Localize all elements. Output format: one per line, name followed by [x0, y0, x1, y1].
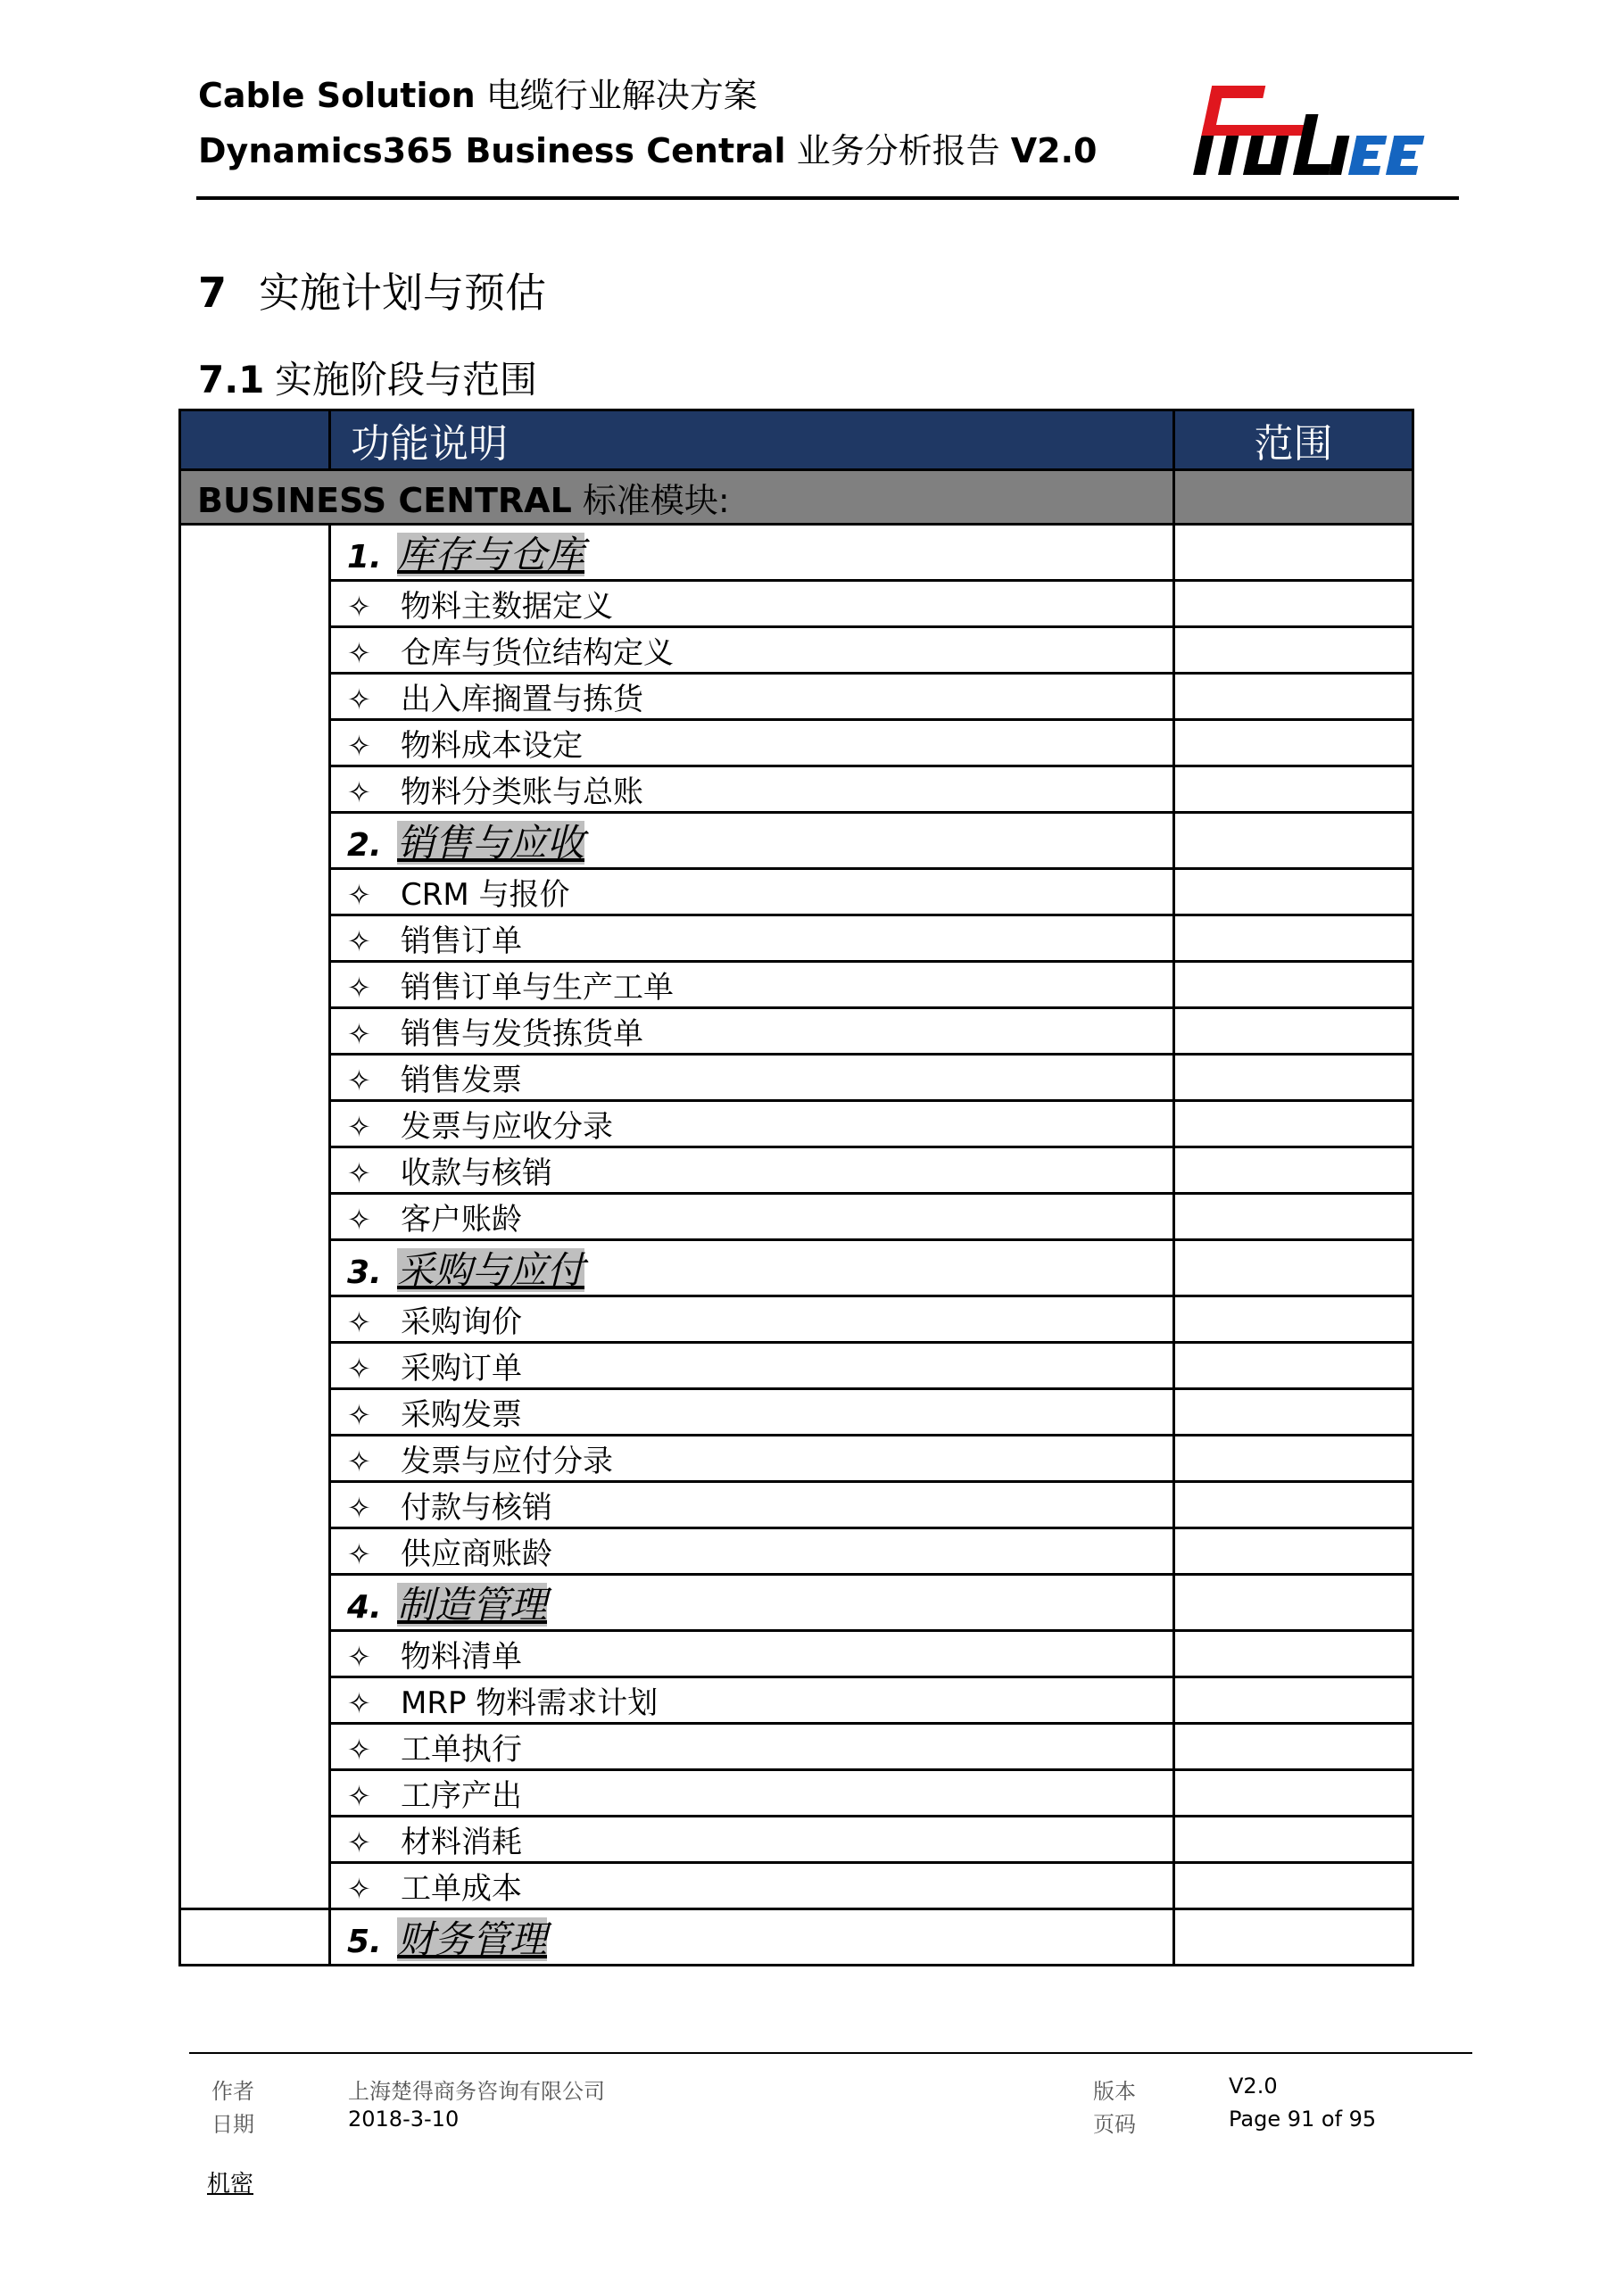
indent-cell: [180, 1863, 330, 1909]
item-cell: [330, 1677, 1174, 1724]
scope-cell: [1174, 1724, 1413, 1770]
indent-cell: [180, 581, 330, 627]
item-cell: [330, 869, 1174, 915]
module-row: [180, 470, 1413, 525]
item-label: 工单执行: [401, 1732, 522, 1768]
footer-author-value: 上海楚得商务咨询有限公司: [348, 2079, 605, 2104]
table-header-function: 功能说明: [330, 410, 1174, 470]
header-subtitle-en: Dynamics365 Business Central: [198, 131, 786, 170]
scope-cell: [1174, 1575, 1413, 1631]
scope-cell: [1174, 962, 1413, 1008]
item-label: 客户账龄: [401, 1202, 522, 1238]
indent-cell: [180, 1817, 330, 1863]
scope-cell: [1174, 1101, 1413, 1147]
section-title-cell: [330, 1909, 1174, 1966]
item-label: 采购订单: [401, 1351, 522, 1387]
footer-date-label: 日期: [211, 2112, 254, 2137]
item-cell: [330, 1770, 1174, 1817]
item-row: [180, 1101, 1413, 1147]
scope-cell: [1174, 674, 1413, 720]
four-point-star-bullet-icon: ✧: [347, 1398, 371, 1432]
item-cell: [330, 674, 1174, 720]
header-version: V2.0: [1010, 131, 1098, 170]
item-row: [180, 581, 1413, 627]
section-title: 财务管理: [397, 1917, 548, 1961]
item-cell: [330, 1194, 1174, 1240]
indent-cell: [180, 1147, 330, 1194]
four-point-star-bullet-icon: ✧: [347, 683, 371, 716]
section-title: 制造管理: [397, 1583, 548, 1627]
scope-cell: [1174, 1631, 1413, 1677]
indent-cell: [180, 1528, 330, 1575]
four-point-star-bullet-icon: ✧: [347, 1872, 371, 1906]
heading-1-title: 实施计划与预估: [259, 269, 546, 317]
four-point-star-bullet-icon: ✧: [347, 1640, 371, 1674]
four-point-star-bullet-icon: ✧: [347, 1305, 371, 1339]
header-title-line2: [198, 123, 1097, 172]
indent-cell: [180, 1296, 330, 1343]
scope-cell: [1174, 1482, 1413, 1528]
item-row: [180, 1008, 1413, 1055]
scope-cell: [1174, 720, 1413, 766]
section-title: 销售与应收: [397, 821, 585, 865]
four-point-star-bullet-icon: ✧: [347, 878, 371, 912]
footer-version-label: 版本: [1093, 2079, 1136, 2104]
scope-cell: [1174, 1436, 1413, 1482]
item-label: 付款与核销: [401, 1490, 552, 1526]
item-cell: [330, 581, 1174, 627]
scope-cell: [1174, 627, 1413, 674]
four-point-star-bullet-icon: ✧: [347, 1686, 371, 1720]
footer-page-value: Page 91 of 95: [1229, 2107, 1377, 2132]
item-cell: [330, 1296, 1174, 1343]
indent-cell: [180, 869, 330, 915]
scope-cell: [1174, 1909, 1413, 1966]
scope-cell: [1174, 1677, 1413, 1724]
heading-2: [198, 351, 537, 404]
header-rule: [196, 196, 1459, 200]
item-row: [180, 1631, 1413, 1677]
section-title-cell: [330, 1575, 1174, 1631]
item-label: 物料成本设定: [401, 728, 583, 764]
table-header-row: [180, 410, 1413, 470]
four-point-star-bullet-icon: ✧: [347, 1779, 371, 1813]
item-label: 物料分类账与总账: [401, 774, 643, 810]
four-point-star-bullet-icon: ✧: [347, 1491, 371, 1525]
header-title-line1: [198, 68, 758, 117]
item-cell: [330, 1055, 1174, 1101]
indent-cell: [180, 1343, 330, 1389]
section-number: 3.: [347, 1254, 382, 1291]
item-label: 发票与应收分录: [401, 1109, 613, 1145]
heading-2-title: 实施阶段与范围: [275, 358, 538, 402]
four-point-star-bullet-icon: ✧: [347, 1445, 371, 1478]
indent-cell: [180, 720, 330, 766]
section-number: 1.: [347, 539, 382, 575]
scope-cell: [1174, 1055, 1413, 1101]
heading-2-number: 7.1: [198, 358, 265, 402]
item-label: MRP 物料需求计划: [401, 1685, 659, 1721]
indent-cell: [180, 1008, 330, 1055]
item-row: [180, 1677, 1413, 1724]
scope-cell: [1174, 1147, 1413, 1194]
item-row: [180, 1482, 1413, 1528]
four-point-star-bullet-icon: ✧: [347, 775, 371, 809]
item-label: CRM 与报价: [401, 877, 570, 913]
item-label: 采购发票: [401, 1397, 522, 1433]
item-row: [180, 962, 1413, 1008]
indent-cell: [180, 1770, 330, 1817]
section-title-cell: [330, 813, 1174, 869]
item-label: 收款与核销: [401, 1155, 552, 1191]
section-row: [180, 1575, 1413, 1631]
item-label: 工序产出: [401, 1778, 522, 1814]
scope-cell: [1174, 581, 1413, 627]
header-title-en: Cable Solution: [198, 76, 476, 115]
four-point-star-bullet-icon: ✧: [347, 636, 371, 670]
item-label: 工单成本: [401, 1871, 522, 1907]
item-cell: [330, 1528, 1174, 1575]
item-cell: [330, 1631, 1174, 1677]
four-point-star-bullet-icon: ✧: [347, 590, 371, 624]
item-label: 销售订单: [401, 923, 522, 959]
header-title-cn: 电缆行业解决方案: [475, 76, 758, 115]
scope-cell: [1174, 813, 1413, 869]
item-cell: [330, 1863, 1174, 1909]
scope-cell: [1174, 766, 1413, 813]
item-row: [180, 1389, 1413, 1436]
four-point-star-bullet-icon: ✧: [347, 924, 371, 958]
item-row: [180, 1436, 1413, 1482]
item-cell: [330, 915, 1174, 962]
item-label: 物料主数据定义: [401, 589, 613, 625]
four-point-star-bullet-icon: ✧: [347, 1064, 371, 1097]
indent-cell: [180, 1482, 330, 1528]
indent-cell: [180, 1631, 330, 1677]
table-header-scope: 范围: [1174, 410, 1413, 470]
heading-1: [198, 261, 546, 319]
module-row-en: BUSINESS CENTRAL: [197, 480, 572, 520]
four-point-star-bullet-icon: ✧: [347, 1352, 371, 1386]
indent-cell: [180, 627, 330, 674]
scope-cell: [1174, 1240, 1413, 1296]
scope-cell: [1174, 915, 1413, 962]
four-point-star-bullet-icon: ✧: [347, 1156, 371, 1190]
item-row: [180, 1817, 1413, 1863]
indent-cell: [180, 1101, 330, 1147]
scope-cell: [1174, 525, 1413, 581]
section-number: 5.: [347, 1924, 382, 1960]
item-cell: [330, 962, 1174, 1008]
scope-cell: [1174, 1863, 1413, 1909]
scope-table: [178, 409, 1414, 1966]
heading-1-number: 7: [198, 269, 228, 317]
item-cell: [330, 627, 1174, 674]
footer-date-value: 2018-3-10: [348, 2107, 460, 2132]
section-title-cell: [330, 1240, 1174, 1296]
four-point-star-bullet-icon: ✧: [347, 1017, 371, 1051]
scope-cell: [1174, 1194, 1413, 1240]
indent-cell: [180, 1909, 330, 1966]
footer-author-label: 作者: [211, 2079, 254, 2104]
four-point-star-bullet-icon: ✧: [347, 1110, 371, 1144]
item-cell: [330, 1147, 1174, 1194]
indent-cell: [180, 1389, 330, 1436]
four-point-star-bullet-icon: ✧: [347, 1203, 371, 1237]
indent-cell: [180, 962, 330, 1008]
item-row: [180, 915, 1413, 962]
section-row: [180, 1909, 1413, 1966]
item-row: [180, 869, 1413, 915]
item-row: [180, 1343, 1413, 1389]
scope-cell: [1174, 1770, 1413, 1817]
item-row: [180, 766, 1413, 813]
scope-cell: [1174, 1008, 1413, 1055]
item-label: 销售与发货拣货单: [401, 1016, 643, 1052]
module-row-label: [180, 470, 1174, 525]
item-row: [180, 1147, 1413, 1194]
item-cell: [330, 720, 1174, 766]
item-row: [180, 1194, 1413, 1240]
item-row: [180, 1863, 1413, 1909]
four-point-star-bullet-icon: ✧: [347, 729, 371, 763]
item-label: 材料消耗: [401, 1825, 522, 1860]
four-point-star-bullet-icon: ✧: [347, 1537, 371, 1571]
indent-cell: [180, 525, 330, 581]
four-point-star-bullet-icon: ✧: [347, 971, 371, 1005]
scope-cell: [1174, 1817, 1413, 1863]
item-cell: [330, 1724, 1174, 1770]
item-label: 出入库搁置与拣货: [401, 682, 643, 717]
company-logo: [1187, 79, 1446, 186]
item-cell: [330, 1343, 1174, 1389]
item-label: 物料清单: [401, 1639, 522, 1675]
item-label: 仓库与货位结构定义: [401, 635, 674, 671]
item-row: [180, 1055, 1413, 1101]
module-row-scope: [1174, 470, 1413, 525]
scope-cell: [1174, 869, 1413, 915]
item-cell: [330, 1817, 1174, 1863]
scope-cell: [1174, 1343, 1413, 1389]
item-row: [180, 1296, 1413, 1343]
section-row: [180, 813, 1413, 869]
indent-cell: [180, 1194, 330, 1240]
scope-cell: [1174, 1528, 1413, 1575]
four-point-star-bullet-icon: ✧: [347, 1826, 371, 1859]
table-header-blank: [180, 410, 330, 470]
item-row: [180, 720, 1413, 766]
indent-cell: [180, 1240, 330, 1296]
indent-cell: [180, 1724, 330, 1770]
indent-cell: [180, 1677, 330, 1724]
footer-version-value: V2.0: [1229, 2074, 1278, 2099]
item-cell: [330, 766, 1174, 813]
indent-cell: [180, 1575, 330, 1631]
section-title: 采购与应付: [397, 1248, 585, 1292]
item-row: [180, 674, 1413, 720]
item-label: 发票与应付分录: [401, 1444, 613, 1479]
item-label: 销售发票: [401, 1063, 522, 1098]
footer-rule: [189, 2052, 1472, 2054]
footer-page-label: 页码: [1093, 2112, 1136, 2137]
section-row: [180, 525, 1413, 581]
item-row: [180, 1528, 1413, 1575]
item-label: 供应商账龄: [401, 1536, 552, 1572]
indent-cell: [180, 674, 330, 720]
item-cell: [330, 1008, 1174, 1055]
confidential-mark: 机密: [207, 2171, 254, 2198]
four-point-star-bullet-icon: ✧: [347, 1733, 371, 1767]
item-cell: [330, 1482, 1174, 1528]
section-number: 2.: [347, 827, 382, 864]
header-subtitle-cn: 业务分析报告: [785, 131, 1011, 170]
item-label: 销售订单与生产工单: [401, 970, 674, 1006]
scope-cell: [1174, 1296, 1413, 1343]
item-cell: [330, 1389, 1174, 1436]
indent-cell: [180, 1055, 330, 1101]
item-label: 采购询价: [401, 1304, 522, 1340]
item-cell: [330, 1436, 1174, 1482]
item-row: [180, 1724, 1413, 1770]
item-row: [180, 1770, 1413, 1817]
item-row: [180, 627, 1413, 674]
item-cell: [330, 1101, 1174, 1147]
indent-cell: [180, 915, 330, 962]
section-title-cell: [330, 525, 1174, 581]
module-row-cn: 标准模块:: [571, 480, 730, 520]
section-title: 库存与仓库: [397, 533, 585, 576]
indent-cell: [180, 813, 330, 869]
section-row: [180, 1240, 1413, 1296]
indent-cell: [180, 1436, 330, 1482]
section-number: 4.: [347, 1589, 382, 1626]
indent-cell: [180, 766, 330, 813]
scope-cell: [1174, 1389, 1413, 1436]
